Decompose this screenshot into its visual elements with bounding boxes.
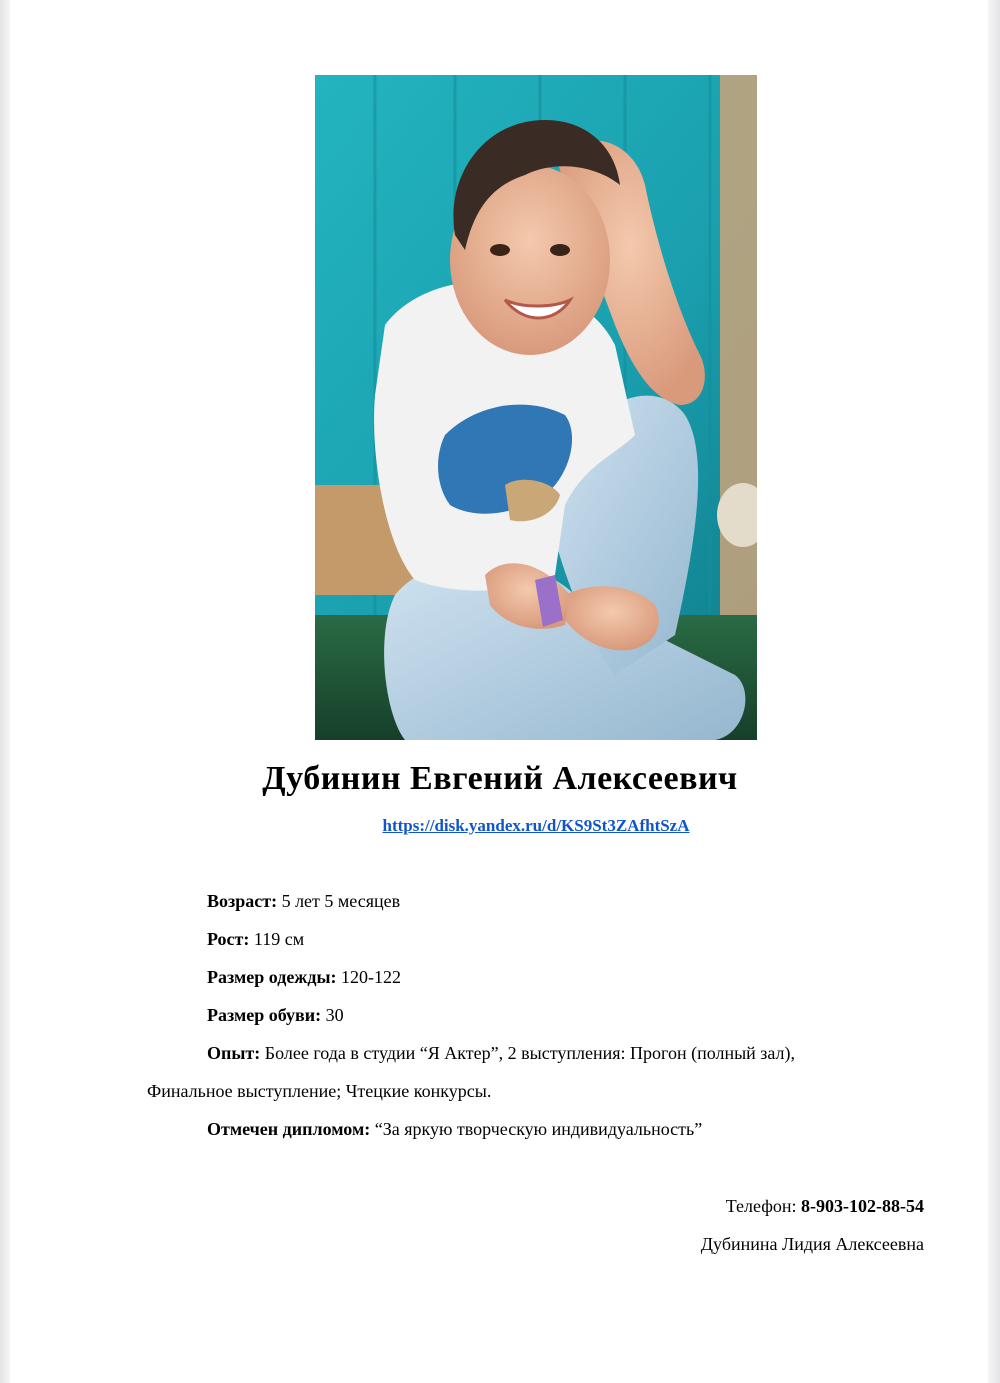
experience-label: Опыт: — [207, 1043, 261, 1063]
age-value: 5 лет 5 месяцев — [277, 891, 401, 911]
candidate-name: Дубинин Евгений Алексеевич — [262, 760, 738, 797]
portfolio-link[interactable]: https://disk.yandex.ru/d/KS9St3ZAfhtSzA — [382, 816, 690, 835]
clothes-size-value: 120-122 — [336, 967, 402, 987]
phone-line — [726, 1194, 924, 1218]
age-label: Возраст: — [207, 891, 278, 911]
shoe-size-label: Размер обуви: — [207, 1005, 322, 1025]
profile-photo — [315, 75, 757, 740]
clothes-size-label: Размер одежды: — [207, 967, 337, 987]
diploma-value: “За яркую творческую индивидуальность” — [370, 1119, 703, 1139]
page-edge-left — [0, 0, 10, 1383]
diploma-line — [207, 1117, 702, 1141]
experience-value-line1: Более года в студии “Я Актер”, 2 выступления: Прогон (полный зал), — [260, 1043, 796, 1063]
phone-label: Телефон: — [725, 1196, 802, 1216]
age-line — [207, 889, 400, 913]
experience-value-line2: Финальное выступление; Чтецкие конкурсы. — [147, 1081, 492, 1101]
height-line — [207, 927, 304, 951]
diploma-label: Отмечен дипломом: — [207, 1119, 371, 1139]
height-label: Рост: — [207, 929, 250, 949]
phone-number: 8-903-102-88-54 — [801, 1196, 924, 1216]
clothes-size-line — [207, 965, 401, 989]
page-edge-right — [988, 0, 1000, 1383]
height-value: 119 см — [249, 929, 305, 949]
contact-name: Дубинина Лидия Алексеевна — [700, 1234, 924, 1254]
shoe-size-value: 30 — [321, 1005, 344, 1025]
experience-line — [207, 1041, 795, 1065]
shoe-size-line — [207, 1003, 344, 1027]
experience-continuation — [147, 1079, 491, 1103]
